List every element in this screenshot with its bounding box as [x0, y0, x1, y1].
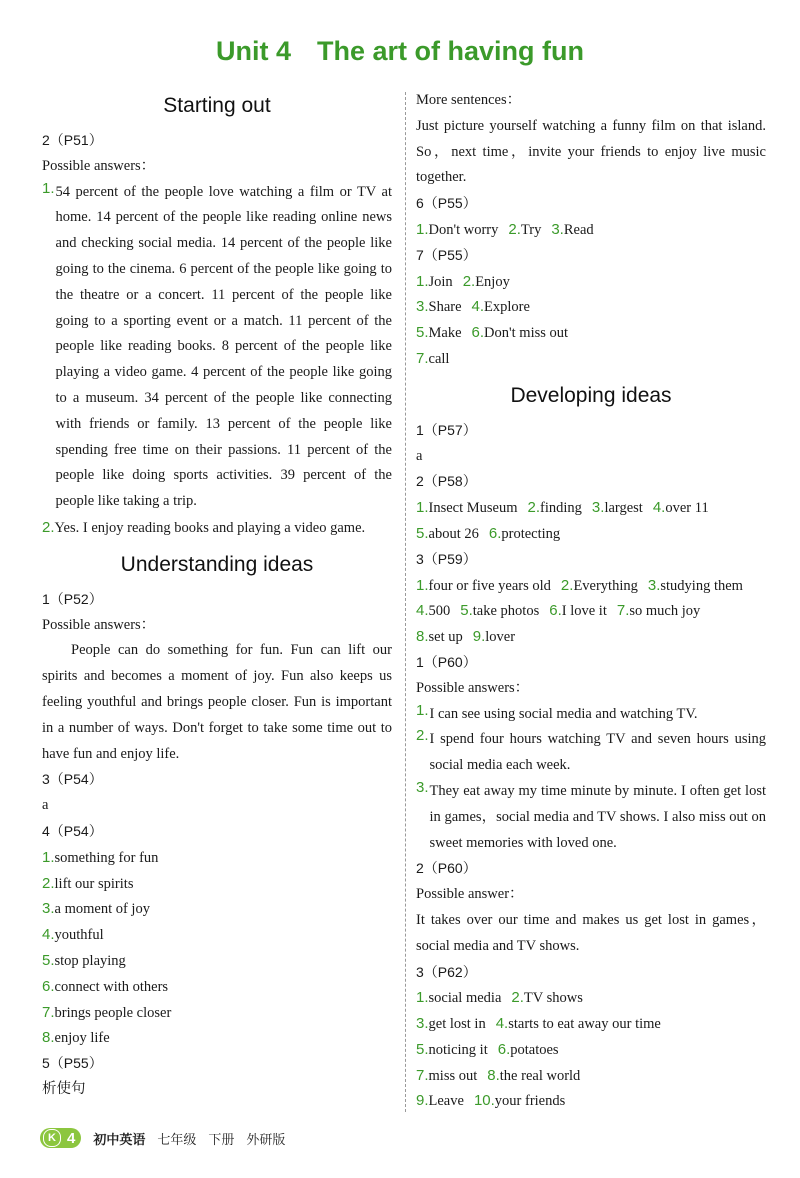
answer-number: 3.: [551, 220, 564, 238]
section-heading-understanding-ideas: Understanding ideas: [120, 552, 314, 576]
answer-text: miss out: [428, 1067, 478, 1084]
question-label: 3（P62）: [416, 963, 477, 980]
section-heading-developing-ideas: Developing ideas: [510, 383, 672, 407]
footer-publisher: 外研版: [246, 1131, 286, 1147]
answer-item: [416, 500, 518, 516]
answer-item: [496, 1016, 661, 1032]
answer-text: 析使句: [42, 1080, 86, 1097]
answer-text: 500: [428, 603, 451, 620]
answer-item: [473, 629, 515, 645]
answer-number: 2.: [416, 727, 429, 745]
answer-number: 5.: [416, 324, 429, 342]
answer-text: a: [416, 447, 423, 464]
list-item: [42, 922, 392, 948]
answer-row: [416, 985, 766, 1011]
answer-text: lift our spirits: [54, 875, 134, 892]
answer-row: [416, 217, 766, 243]
list-item: [42, 896, 392, 922]
unit-name: The art of having fun: [317, 36, 584, 66]
page-footer: [40, 1127, 297, 1149]
answer-text: over 11: [665, 500, 709, 517]
answer-number: 2.: [527, 499, 541, 517]
page-number: 4: [67, 1129, 76, 1147]
answer-row: [416, 1011, 766, 1037]
more-sentences-text: Just picture yourself watching a funny film on that island. So，next time，invite your friends to enjoy live music together.: [416, 117, 766, 186]
answer-item: [508, 222, 541, 238]
answer-number: 1.: [42, 179, 55, 197]
answer-text: four or five years old: [428, 577, 551, 594]
list-item: [42, 845, 392, 871]
answer-text: stop playing: [54, 952, 126, 969]
answer-item: [416, 1016, 486, 1032]
answer-item: [416, 222, 498, 238]
answer-text: I spend four hours watching TV and seven hours using social media each week.: [429, 731, 766, 774]
answer-number: 7.: [616, 602, 630, 620]
answer-number: 5.: [42, 951, 55, 969]
answer-number: 7.: [42, 1003, 55, 1021]
answer-item: [498, 1042, 559, 1058]
question-label: 1（P57）: [416, 421, 477, 438]
answer-item: [653, 500, 709, 516]
answer-number: 6.: [497, 1040, 511, 1058]
answer-row: [416, 521, 766, 547]
right-column: [416, 88, 766, 1114]
unit-title: [0, 36, 800, 67]
question-label: 6（P55）: [416, 195, 477, 212]
answer-text: TV shows: [523, 990, 583, 1007]
answer-number: 2.: [462, 272, 476, 290]
question-label: 3（P59）: [416, 550, 477, 567]
list-item: [416, 779, 766, 856]
answer-number: 3.: [416, 778, 429, 796]
list-item: [42, 871, 392, 897]
answer-row: [416, 1088, 766, 1114]
question-label: 4（P54）: [42, 822, 103, 839]
answer-row: [416, 495, 766, 521]
answer-number: 8.: [487, 1066, 500, 1084]
list-item: [42, 1025, 392, 1051]
answer-text: enjoy life: [54, 1030, 110, 1047]
answer-list: [416, 702, 766, 857]
answer-number: 8.: [42, 1029, 55, 1047]
answer-text: your friends: [494, 1093, 566, 1110]
answer-text: Yes. I enjoy reading books and playing a video game.: [54, 519, 366, 536]
answer-row: [416, 598, 766, 624]
answer-number: 5.: [460, 602, 473, 620]
answer-number: 9.: [416, 1092, 429, 1110]
answer-number: 4.: [42, 926, 55, 944]
footer-volume: 下册: [208, 1131, 235, 1147]
answer-number: 7.: [416, 349, 429, 367]
answer-number: 1.: [416, 576, 429, 594]
answer-list: [42, 845, 392, 1051]
answer-number: 8.: [416, 628, 429, 646]
question-label: 2（P51）: [42, 132, 103, 148]
answer-number: 4.: [471, 298, 485, 316]
answer-item: [472, 299, 530, 315]
answer-number: 3.: [416, 298, 429, 316]
list-item: [416, 702, 766, 728]
answer-number: 2.: [511, 989, 524, 1007]
answer-row: [416, 346, 766, 372]
answer-text: brings people closer: [54, 1004, 172, 1021]
possible-answer-label: Possible answer：: [416, 886, 524, 903]
answer-rows: [416, 495, 766, 547]
answer-text: about 26: [428, 525, 479, 542]
answer-number: 2.: [42, 874, 55, 892]
answer-item: [416, 325, 462, 341]
answer-row: [416, 624, 766, 650]
answer-item: [416, 1093, 464, 1109]
answer-text: connect with others: [54, 978, 169, 995]
answer-text: It takes over our time and makes us get lost in games，social media and TV shows.: [416, 911, 766, 954]
answer-text: Explore: [484, 299, 530, 316]
answer-item: [42, 901, 150, 917]
k-logo-icon: K: [43, 1129, 61, 1147]
answer-text: Don't worry: [428, 221, 499, 238]
answer-item: [648, 578, 743, 594]
answer-item: [561, 578, 638, 594]
answer-item: [416, 1042, 488, 1058]
answer-item: [487, 1068, 580, 1084]
answer-item: [42, 180, 392, 515]
answer-item: [474, 1093, 565, 1109]
question-label: 2（P58）: [416, 473, 477, 490]
answer-text: studying them: [660, 577, 743, 594]
answer-item: [42, 979, 168, 995]
answer-item: [42, 953, 126, 969]
answer-text: largest: [604, 500, 643, 517]
answer-text: Share: [428, 299, 462, 316]
answer-item: [463, 274, 510, 290]
answer-item: [416, 274, 453, 290]
answer-number: 5.: [416, 524, 429, 542]
page-badge: [40, 1128, 81, 1148]
answer-text: social media: [428, 990, 502, 1007]
answer-number: 3.: [42, 900, 55, 918]
answer-row: [416, 320, 766, 346]
answer-number: 3.: [591, 499, 605, 517]
answer-number: 2.: [560, 576, 574, 594]
question-label: 2（P60）: [416, 860, 477, 877]
footer-grade: 七年级: [157, 1131, 197, 1147]
answer-item: [489, 526, 560, 542]
answer-row: [416, 217, 766, 243]
answer-item: [416, 351, 449, 367]
unit-number: Unit 4: [215, 36, 291, 66]
answer-item: [42, 927, 104, 943]
answer-number: 6.: [549, 602, 562, 620]
answer-number: 6.: [471, 324, 485, 342]
answer-text: Enjoy: [475, 273, 510, 290]
answer-row: [416, 573, 766, 599]
answer-text: 54 percent of the people love watching a film or TV at home. 14 percent of the people like reading online news and checking social media. 14 percent of the people like going to the cinema. 6 percent of the people like going to the theatre or a concert. 11 percent of the people like going to a sporting event or a match. 11 percent of the people like reading books. 8 percent of the people like playing a video game. 4 percent of the people like going to a museum. 34 percent of the people like connecting with friends or family. 13 percent of the people like spending free time on their passions. 11 percent of the people like doing sports activities. 39 percent of the people like taking a trip.: [55, 183, 392, 510]
answer-item: [416, 629, 463, 645]
answer-rows: [416, 269, 766, 372]
answer-number: 10.: [473, 1092, 495, 1110]
answer-text: potatoes: [510, 1041, 559, 1058]
answer-item: [416, 578, 551, 594]
question-label: 1（P60）: [416, 653, 477, 670]
answer-text: I love it: [561, 603, 607, 620]
answer-text: finding: [540, 500, 582, 517]
question-label: 7（P55）: [416, 246, 477, 263]
possible-answers-label: Possible answers：: [42, 616, 156, 633]
footer-subject: 初中英语: [93, 1131, 146, 1147]
left-column: [42, 88, 392, 1103]
answer-item: [617, 603, 700, 619]
answer-number: 5.: [416, 1040, 429, 1058]
list-item: [42, 1000, 392, 1026]
answer-text: Read: [563, 221, 594, 238]
answer-text: a moment of joy: [54, 901, 150, 918]
answer-item: [460, 603, 539, 619]
answer-text: call: [428, 350, 450, 367]
section-heading-starting-out: Starting out: [163, 94, 271, 117]
question-label: 3（P54）: [42, 771, 103, 788]
answer-number: 1.: [416, 499, 429, 517]
answer-text: take photos: [472, 603, 540, 620]
answer-rows: [416, 985, 766, 1114]
answer-number: 1.: [416, 989, 429, 1007]
question-label: 1（P52）: [42, 590, 103, 607]
answer-item: [592, 500, 643, 516]
answer-number: 6.: [42, 977, 55, 995]
answer-row: [416, 269, 766, 295]
answer-number: 3.: [647, 576, 661, 594]
question-label: 5（P55）: [42, 1055, 103, 1072]
answer-item: [416, 990, 501, 1006]
answer-item: [416, 526, 479, 542]
answer-text: get lost in: [428, 1016, 486, 1033]
answer-text: the real world: [499, 1067, 581, 1084]
answer-text: a: [42, 797, 49, 814]
answer-row: [416, 294, 766, 320]
answer-row: [416, 1037, 766, 1063]
answer-item: [528, 500, 582, 516]
answer-item: [511, 990, 582, 1006]
answer-text: Everything: [573, 577, 638, 594]
list-item: [416, 727, 766, 779]
answer-number: 2.: [42, 518, 55, 536]
answer-number: 7.: [416, 1066, 429, 1084]
answer-number: 1.: [416, 272, 429, 290]
answer-text: Insect Museum: [428, 500, 518, 517]
answer-text: protecting: [501, 525, 561, 542]
list-item: [42, 948, 392, 974]
answer-number: 4.: [652, 499, 666, 517]
answer-text: They eat away my time minute by minute. I often get lost in games，social media and TV shows. I also miss out on sweet memories with loved one.: [429, 782, 766, 851]
answer-item: [472, 325, 569, 341]
answer-number: 4.: [495, 1015, 509, 1033]
answer-number: 9.: [472, 628, 486, 646]
answer-number: 4.: [416, 602, 429, 620]
answer-item: [42, 515, 392, 541]
more-sentences-label: More sentences：: [416, 92, 522, 108]
answer-item: [42, 850, 158, 866]
possible-answers-label: Possible answers：: [42, 157, 156, 174]
answer-number: 3.: [416, 1015, 429, 1033]
answer-text: Leave: [428, 1093, 464, 1110]
answer-item: [416, 1068, 477, 1084]
answer-text: so much joy: [629, 603, 701, 620]
answer-item: [416, 299, 462, 315]
answer-text: youthful: [54, 927, 104, 944]
answer-number: 1.: [42, 848, 55, 866]
answer-number: 6.: [488, 524, 502, 542]
answer-item: [416, 603, 450, 619]
answer-item: [551, 222, 593, 238]
answer-text: Try: [520, 221, 542, 238]
answer-number: 2.: [508, 220, 521, 238]
possible-answers-label: Possible answers：: [416, 679, 530, 696]
answer-text: lover: [485, 629, 516, 646]
answer-text: Make: [428, 325, 462, 342]
answer-item: [42, 1005, 171, 1021]
answer-text: starts to eat away our time: [508, 1016, 661, 1033]
answer-text: Don't miss out: [484, 325, 569, 342]
answer-rows: [416, 573, 766, 650]
answer-item: [549, 603, 607, 619]
answer-text: Join: [428, 273, 453, 290]
answer-number: 1.: [416, 220, 429, 238]
answer-row: [416, 1063, 766, 1089]
answer-text: set up: [428, 629, 463, 646]
summary-paragraph: People can do something for fun. Fun can lift our spirits and becomes a moment of joy. Fun also keeps us feeling youthful and brings people closer. Fun is important in a number of ways. Don't forget to take some time out to have fun and enjoy life.: [42, 642, 392, 762]
answer-text: noticing it: [428, 1041, 488, 1058]
answer-number: 1.: [416, 701, 429, 719]
answer-text: something for fun: [54, 849, 159, 866]
answer-text: I can see using social media and watching TV.: [429, 705, 698, 722]
list-item: [42, 974, 392, 1000]
column-divider: [405, 92, 406, 1112]
answer-item: [42, 1030, 110, 1046]
answer-item: [42, 876, 133, 892]
